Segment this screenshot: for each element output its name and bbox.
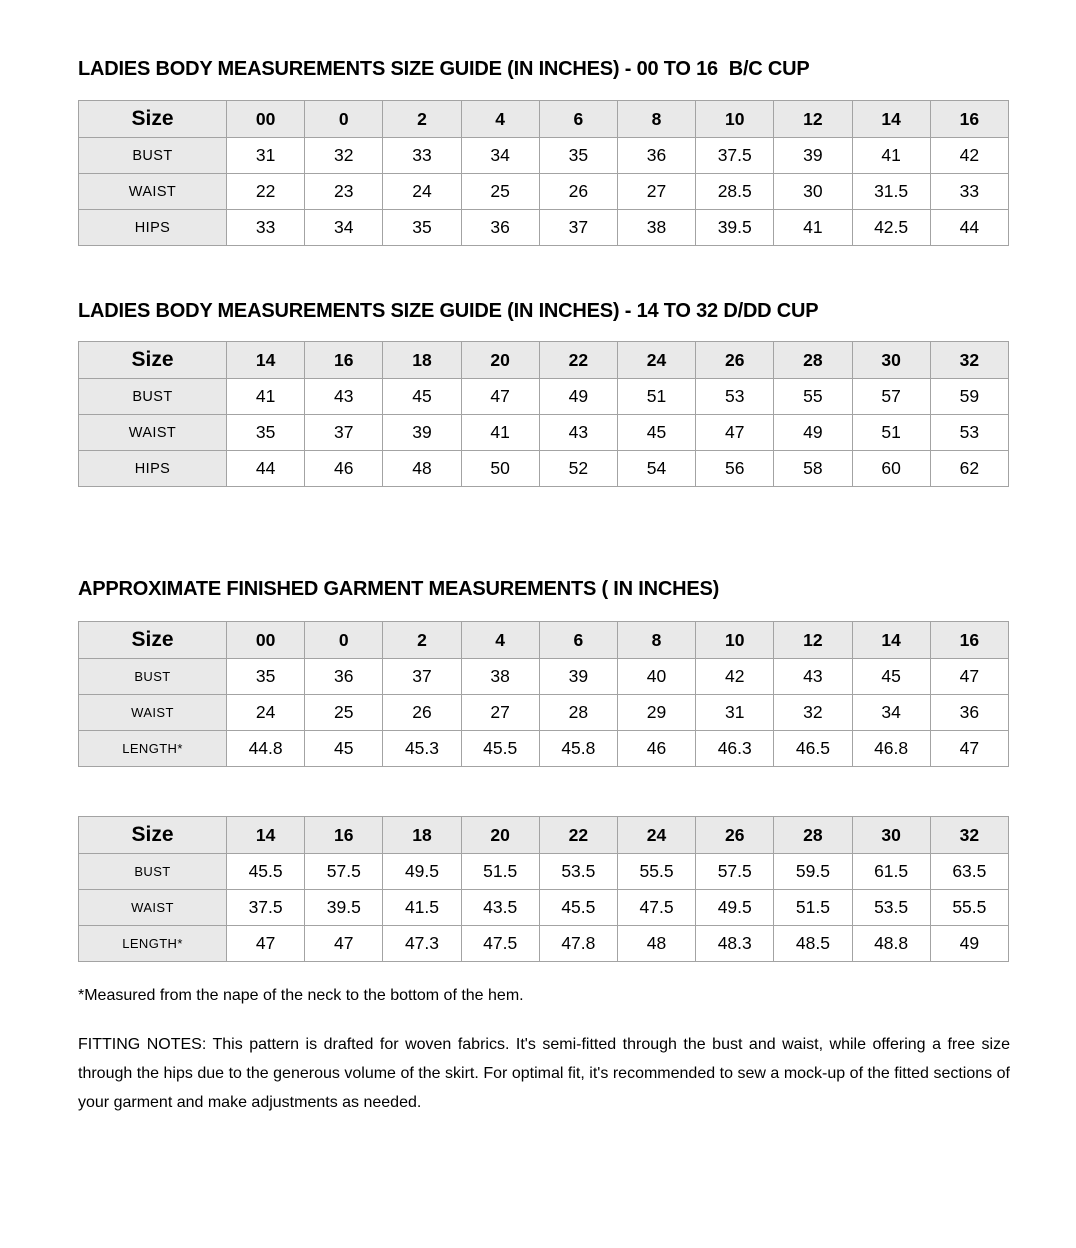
measurement-value-cell: 35 <box>227 659 305 695</box>
measurement-value-cell: 53 <box>930 415 1008 451</box>
measurement-value-cell: 26 <box>383 695 461 731</box>
measurement-value-cell: 45 <box>383 379 461 415</box>
measurement-value-cell: 49 <box>774 415 852 451</box>
measurement-value-cell: 49 <box>539 379 617 415</box>
measurement-value-cell: 57.5 <box>305 854 383 890</box>
measurement-value-cell: 37 <box>305 415 383 451</box>
measurement-row-label: BUST <box>79 138 227 174</box>
measurement-value-cell: 48.5 <box>774 926 852 962</box>
measurement-value-cell: 41 <box>852 138 930 174</box>
measurement-value-cell: 32 <box>774 695 852 731</box>
measurement-value-cell: 43 <box>774 659 852 695</box>
measurement-value-cell: 29 <box>617 695 695 731</box>
size-header-cell: 22 <box>539 342 617 379</box>
measurement-row <box>79 138 1009 174</box>
measurement-value-cell: 57.5 <box>696 854 774 890</box>
measurement-value-cell: 39 <box>539 659 617 695</box>
measurement-value-cell: 37.5 <box>227 890 305 926</box>
size-header-cell: 6 <box>539 101 617 138</box>
size-header-cell: 24 <box>617 342 695 379</box>
measurement-value-cell: 47 <box>930 731 1008 767</box>
size-header-cell: 10 <box>696 101 774 138</box>
size-header-cell: 2 <box>383 101 461 138</box>
size-header-cell: 18 <box>383 342 461 379</box>
measurement-value-cell: 36 <box>930 695 1008 731</box>
measurement-value-cell: 39.5 <box>696 210 774 246</box>
size-header-cell: 20 <box>461 817 539 854</box>
measurement-value-cell: 45 <box>305 731 383 767</box>
measurement-value-cell: 42.5 <box>852 210 930 246</box>
measurement-row <box>79 174 1009 210</box>
measurement-value-cell: 47 <box>227 926 305 962</box>
measurement-value-cell: 45 <box>617 415 695 451</box>
section-title-body-measurements-14-32: LADIES BODY MEASUREMENTS SIZE GUIDE (IN INCHES) - 14 TO 32 D/DD CUP <box>78 300 819 322</box>
size-header-cell: 8 <box>617 622 695 659</box>
measurement-value-cell: 35 <box>227 415 305 451</box>
measurement-value-cell: 43 <box>305 379 383 415</box>
measurement-row-label: WAIST <box>79 695 227 731</box>
measurement-row-label: WAIST <box>79 890 227 926</box>
measurement-value-cell: 38 <box>461 659 539 695</box>
measurement-value-cell: 57 <box>852 379 930 415</box>
measurement-value-cell: 59 <box>930 379 1008 415</box>
measurement-value-cell: 35 <box>539 138 617 174</box>
measurement-value-cell: 24 <box>383 174 461 210</box>
section-title-finished-garment-measurements: APPROXIMATE FINISHED GARMENT MEASUREMENTS ( IN INCHES) <box>78 578 720 600</box>
size-header-cell: 16 <box>930 101 1008 138</box>
measurement-value-cell: 46 <box>305 451 383 487</box>
size-corner-label: Size <box>79 622 227 659</box>
measurement-value-cell: 45.5 <box>539 890 617 926</box>
measurement-value-cell: 38 <box>617 210 695 246</box>
measurement-row <box>79 415 1009 451</box>
measurement-value-cell: 54 <box>617 451 695 487</box>
size-header-cell: 14 <box>227 342 305 379</box>
size-header-cell: 00 <box>227 622 305 659</box>
measurement-value-cell: 47 <box>305 926 383 962</box>
measurement-value-cell: 36 <box>461 210 539 246</box>
measurement-row-label: BUST <box>79 659 227 695</box>
measurement-value-cell: 44 <box>930 210 1008 246</box>
size-header-cell: 14 <box>852 622 930 659</box>
size-header-cell: 4 <box>461 622 539 659</box>
measurement-value-cell: 40 <box>617 659 695 695</box>
measurement-value-cell: 34 <box>461 138 539 174</box>
measurement-value-cell: 56 <box>696 451 774 487</box>
size-corner-label: Size <box>79 342 227 379</box>
size-header-cell: 8 <box>617 101 695 138</box>
size-header-row <box>79 101 1009 138</box>
measurement-value-cell: 50 <box>461 451 539 487</box>
measurement-value-cell: 47.8 <box>539 926 617 962</box>
size-header-cell: 32 <box>930 342 1008 379</box>
size-header-cell: 26 <box>696 817 774 854</box>
measurement-value-cell: 44 <box>227 451 305 487</box>
size-header-cell: 30 <box>852 342 930 379</box>
size-header-cell: 16 <box>305 342 383 379</box>
body-measurements-00-16-table <box>78 100 1009 246</box>
measurement-value-cell: 48.3 <box>696 926 774 962</box>
measurement-value-cell: 41 <box>774 210 852 246</box>
measurement-value-cell: 53.5 <box>852 890 930 926</box>
measurement-value-cell: 46 <box>617 731 695 767</box>
measurement-value-cell: 47.3 <box>383 926 461 962</box>
size-header-cell: 14 <box>227 817 305 854</box>
finished-garment-00-16-table <box>78 621 1009 767</box>
size-header-cell: 28 <box>774 817 852 854</box>
measurement-value-cell: 35 <box>383 210 461 246</box>
size-header-cell: 30 <box>852 817 930 854</box>
measurement-value-cell: 63.5 <box>930 854 1008 890</box>
measurement-value-cell: 53.5 <box>539 854 617 890</box>
measurement-value-cell: 37 <box>539 210 617 246</box>
measurement-value-cell: 47.5 <box>617 890 695 926</box>
size-header-cell: 16 <box>930 622 1008 659</box>
measurement-row <box>79 890 1009 926</box>
measurement-value-cell: 26 <box>539 174 617 210</box>
measurement-value-cell: 33 <box>227 210 305 246</box>
measurement-value-cell: 42 <box>930 138 1008 174</box>
measurement-value-cell: 45.5 <box>227 854 305 890</box>
measurement-row-label: LENGTH* <box>79 731 227 767</box>
measurement-value-cell: 43.5 <box>461 890 539 926</box>
measurement-row <box>79 731 1009 767</box>
measurement-value-cell: 25 <box>461 174 539 210</box>
measurement-value-cell: 37.5 <box>696 138 774 174</box>
measurement-value-cell: 49.5 <box>383 854 461 890</box>
size-header-cell: 24 <box>617 817 695 854</box>
measurement-value-cell: 55.5 <box>930 890 1008 926</box>
measurement-value-cell: 45.3 <box>383 731 461 767</box>
measurement-value-cell: 34 <box>852 695 930 731</box>
measurement-value-cell: 61.5 <box>852 854 930 890</box>
measurement-value-cell: 47 <box>930 659 1008 695</box>
measurement-row <box>79 659 1009 695</box>
measurement-value-cell: 31.5 <box>852 174 930 210</box>
measurement-value-cell: 39 <box>774 138 852 174</box>
measurement-value-cell: 32 <box>305 138 383 174</box>
measurement-row-label: WAIST <box>79 174 227 210</box>
size-header-cell: 26 <box>696 342 774 379</box>
measurement-value-cell: 36 <box>305 659 383 695</box>
measurement-value-cell: 48 <box>617 926 695 962</box>
measurement-value-cell: 28 <box>539 695 617 731</box>
measurement-row-label: BUST <box>79 854 227 890</box>
size-header-cell: 2 <box>383 622 461 659</box>
measurement-value-cell: 49 <box>930 926 1008 962</box>
measurement-value-cell: 24 <box>227 695 305 731</box>
size-header-row <box>79 342 1009 379</box>
size-header-cell: 4 <box>461 101 539 138</box>
measurement-value-cell: 59.5 <box>774 854 852 890</box>
finished-garment-14-32-table <box>78 816 1009 962</box>
measurement-value-cell: 51 <box>852 415 930 451</box>
body-measurements-14-32-table <box>78 341 1009 487</box>
measurement-value-cell: 48.8 <box>852 926 930 962</box>
measurement-value-cell: 23 <box>305 174 383 210</box>
measurement-value-cell: 46.3 <box>696 731 774 767</box>
size-header-cell: 10 <box>696 622 774 659</box>
measurement-row-label: BUST <box>79 379 227 415</box>
size-corner-label: Size <box>79 817 227 854</box>
measurement-value-cell: 48 <box>383 451 461 487</box>
size-header-cell: 28 <box>774 342 852 379</box>
measurement-value-cell: 27 <box>461 695 539 731</box>
measurement-value-cell: 52 <box>539 451 617 487</box>
measurement-value-cell: 45.5 <box>461 731 539 767</box>
size-header-cell: 20 <box>461 342 539 379</box>
measurement-row <box>79 451 1009 487</box>
measurement-value-cell: 51 <box>617 379 695 415</box>
size-header-cell: 6 <box>539 622 617 659</box>
measurement-row-label: WAIST <box>79 415 227 451</box>
measurement-value-cell: 45.8 <box>539 731 617 767</box>
measurement-value-cell: 41 <box>461 415 539 451</box>
size-header-cell: 22 <box>539 817 617 854</box>
measurement-value-cell: 62 <box>930 451 1008 487</box>
measurement-value-cell: 28.5 <box>696 174 774 210</box>
size-header-cell: 16 <box>305 817 383 854</box>
size-header-cell: 18 <box>383 817 461 854</box>
measurement-value-cell: 30 <box>774 174 852 210</box>
measurement-value-cell: 60 <box>852 451 930 487</box>
measurement-row-label: HIPS <box>79 210 227 246</box>
measurement-value-cell: 51.5 <box>774 890 852 926</box>
measurement-value-cell: 27 <box>617 174 695 210</box>
measurement-row <box>79 379 1009 415</box>
measurement-row <box>79 210 1009 246</box>
measurement-value-cell: 49.5 <box>696 890 774 926</box>
measurement-value-cell: 45 <box>852 659 930 695</box>
measurement-value-cell: 25 <box>305 695 383 731</box>
section-title-body-measurements-00-16: LADIES BODY MEASUREMENTS SIZE GUIDE (IN INCHES) - 00 TO 16 B/C CUP <box>78 58 810 80</box>
measurement-row-label: HIPS <box>79 451 227 487</box>
measurement-value-cell: 55.5 <box>617 854 695 890</box>
size-corner-label: Size <box>79 101 227 138</box>
size-header-cell: 00 <box>227 101 305 138</box>
measurement-value-cell: 47 <box>696 415 774 451</box>
size-header-cell: 0 <box>305 622 383 659</box>
size-header-cell: 14 <box>852 101 930 138</box>
measurement-row <box>79 695 1009 731</box>
length-measurement-footnote: *Measured from the nape of the neck to the bottom of the hem. <box>78 987 524 1004</box>
measurement-value-cell: 55 <box>774 379 852 415</box>
measurement-value-cell: 37 <box>383 659 461 695</box>
measurement-value-cell: 47 <box>461 379 539 415</box>
size-header-cell: 12 <box>774 622 852 659</box>
fitting-notes-paragraph: FITTING NOTES: This pattern is drafted for woven fabrics. It's semi-fitted through the bust and waist, while offering a free size through the hips due to the generous volume of the skirt. For optimal fit, it's recommended to sew a mock-up of the fitted sections of your garment and make adjustments as needed. <box>78 1036 1010 1111</box>
measurement-value-cell: 36 <box>617 138 695 174</box>
measurement-value-cell: 43 <box>539 415 617 451</box>
measurement-value-cell: 41 <box>227 379 305 415</box>
measurement-value-cell: 31 <box>227 138 305 174</box>
size-header-cell: 32 <box>930 817 1008 854</box>
measurement-value-cell: 46.8 <box>852 731 930 767</box>
measurement-value-cell: 39.5 <box>305 890 383 926</box>
measurement-value-cell: 46.5 <box>774 731 852 767</box>
measurement-value-cell: 31 <box>696 695 774 731</box>
measurement-value-cell: 41.5 <box>383 890 461 926</box>
measurement-value-cell: 39 <box>383 415 461 451</box>
measurement-row-label: LENGTH* <box>79 926 227 962</box>
measurement-value-cell: 47.5 <box>461 926 539 962</box>
measurement-value-cell: 33 <box>383 138 461 174</box>
measurement-value-cell: 34 <box>305 210 383 246</box>
size-header-row <box>79 817 1009 854</box>
measurement-value-cell: 33 <box>930 174 1008 210</box>
measurement-value-cell: 53 <box>696 379 774 415</box>
size-header-cell: 12 <box>774 101 852 138</box>
measurement-value-cell: 22 <box>227 174 305 210</box>
measurement-value-cell: 42 <box>696 659 774 695</box>
measurement-row <box>79 854 1009 890</box>
measurement-row <box>79 926 1009 962</box>
measurement-value-cell: 58 <box>774 451 852 487</box>
size-header-cell: 0 <box>305 101 383 138</box>
measurement-value-cell: 51.5 <box>461 854 539 890</box>
measurement-value-cell: 44.8 <box>227 731 305 767</box>
size-header-row <box>79 622 1009 659</box>
